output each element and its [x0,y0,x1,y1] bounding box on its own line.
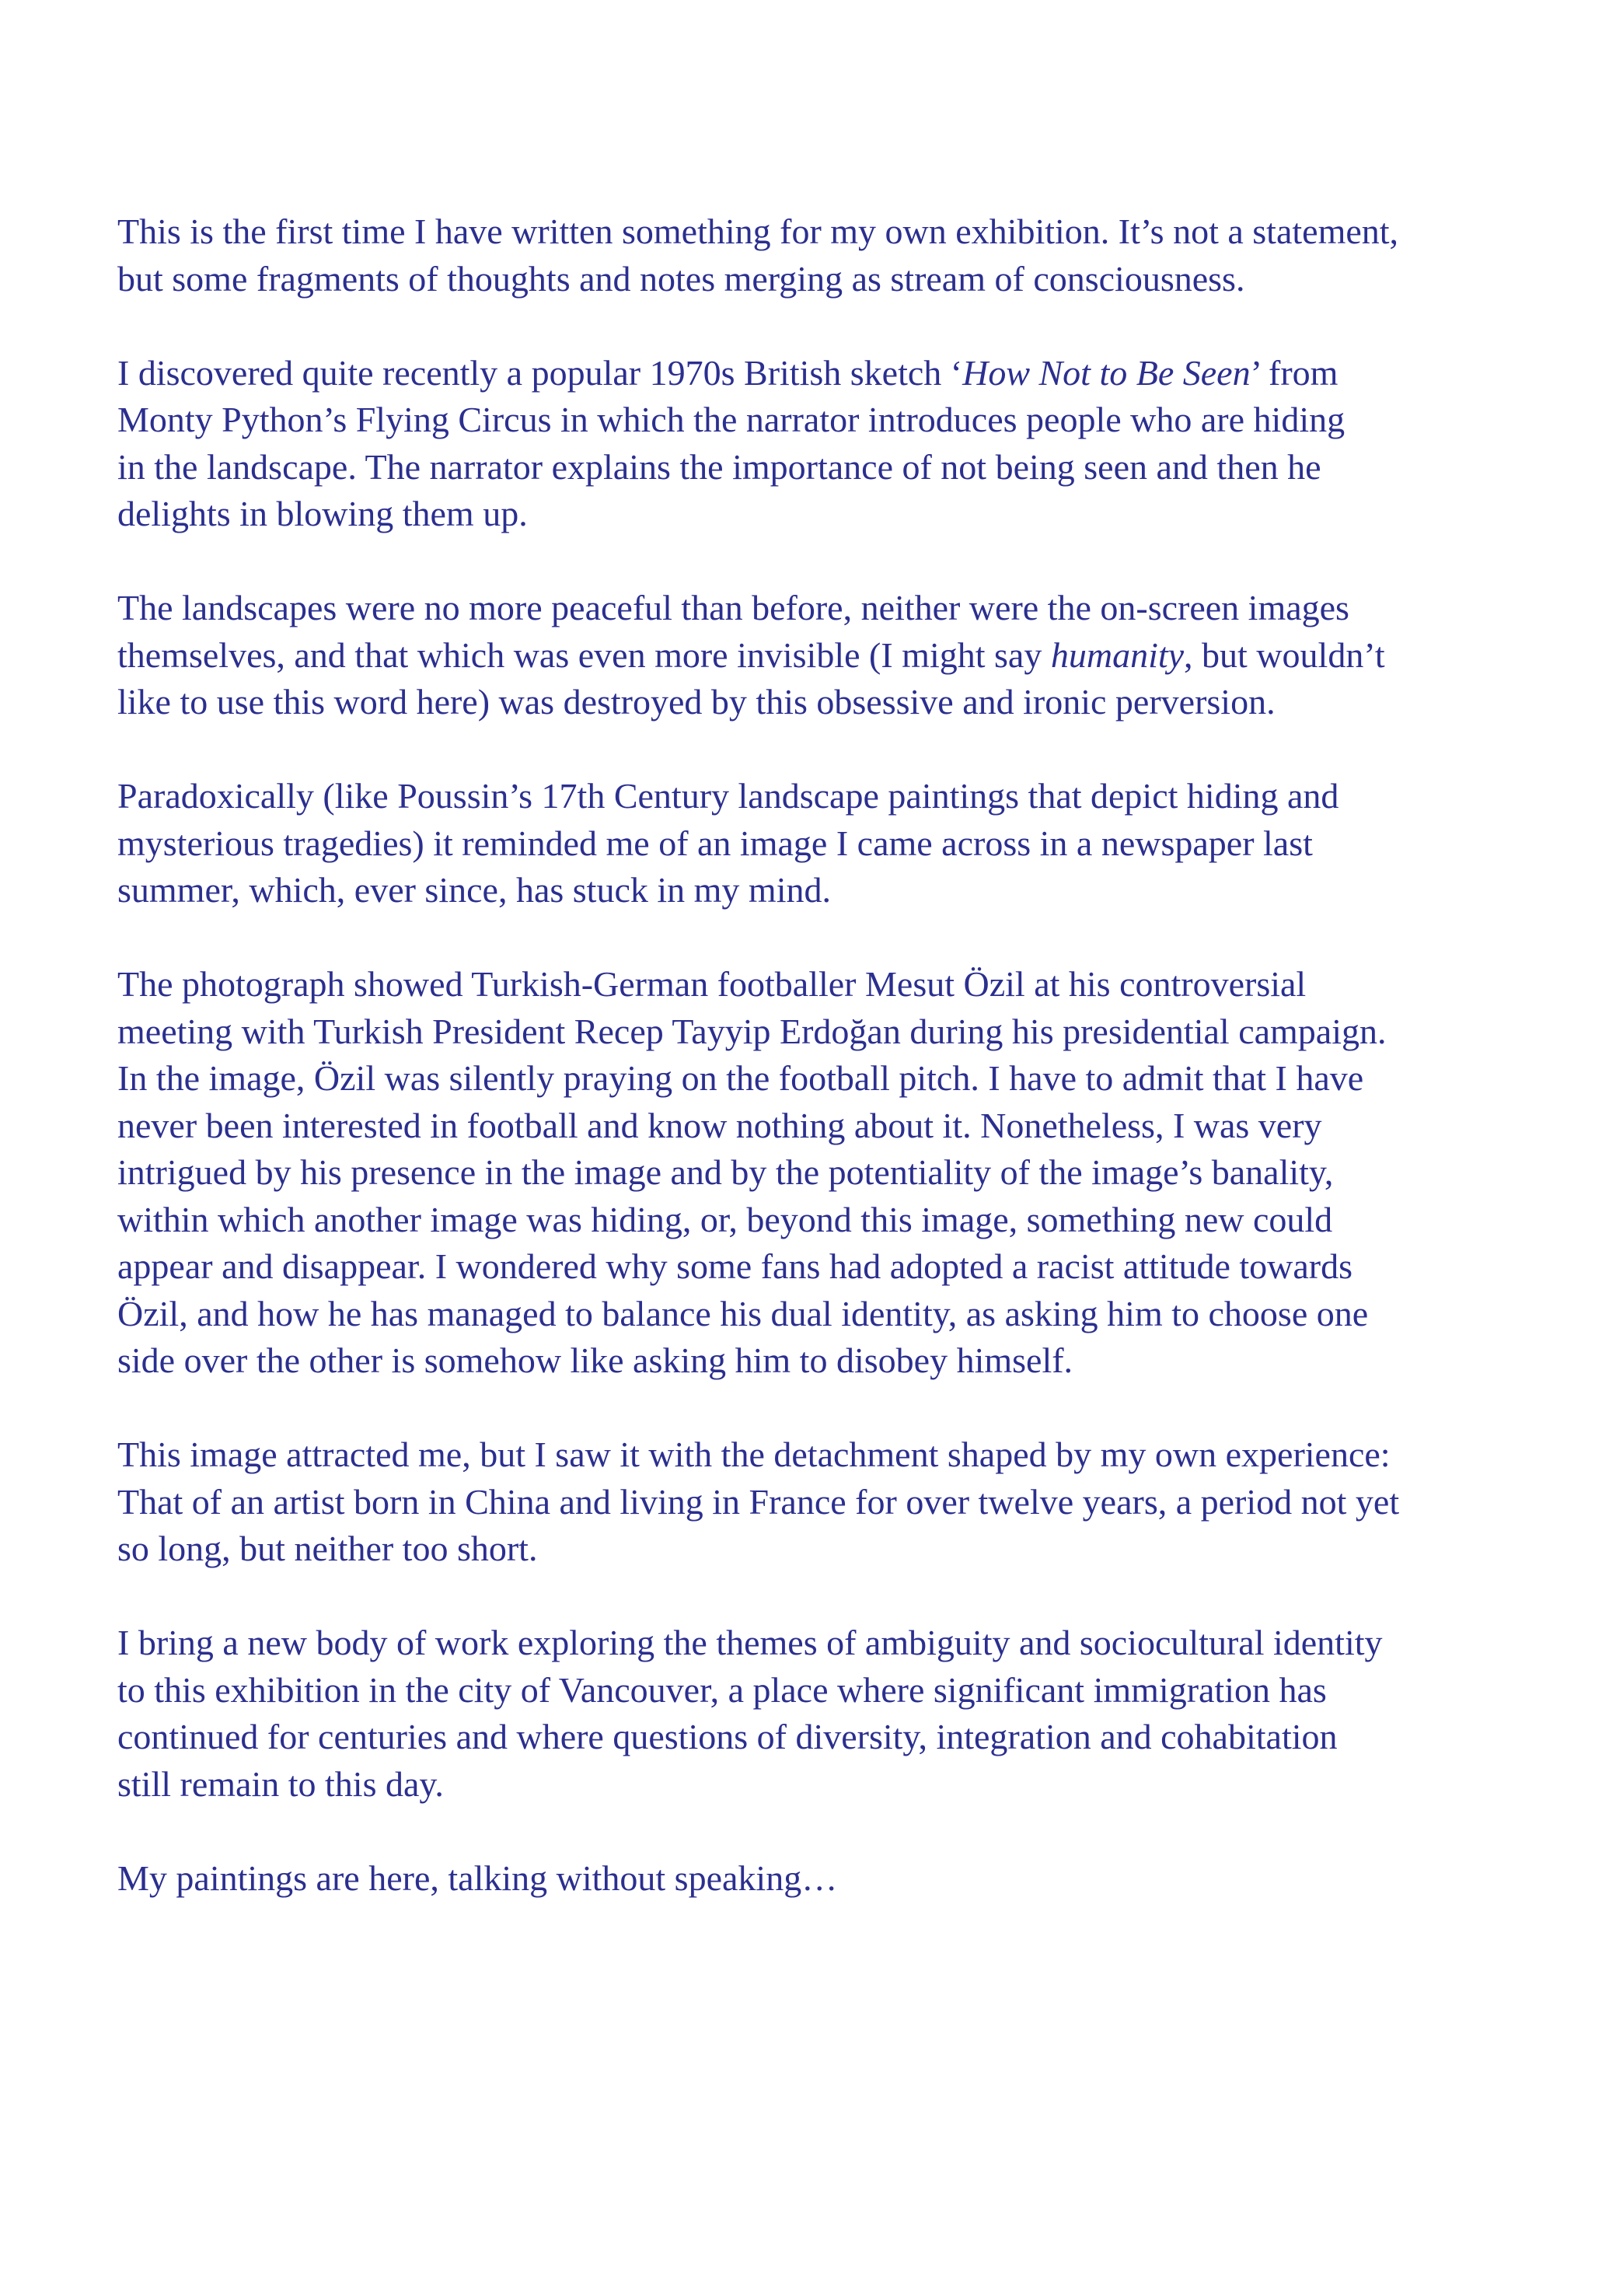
humanity-italic: humanity [1050,634,1185,675]
paragraph-8 [117,1855,1517,1903]
text-line: mysterious tragedies) it reminded me of an image I came across in a newspaper last [117,823,1313,863]
text-line: intrigued by his presence in the image and by the potentiality of the image’s banality, [117,1152,1334,1192]
text-line: but some fragments of thoughts and notes merging as stream of consciousness. [117,258,1245,299]
paragraph-3 [117,585,1517,726]
paragraph-4 [117,773,1517,914]
text-segment: I discovered quite recently a popular 1970s British sketch ‘ [117,352,963,393]
text-line: continued for centuries and where questions of diversity, integration and cohabitation [117,1717,1338,1756]
text-line: still remain to this day. [117,1763,444,1804]
text-line: That of an artist born in China and living in France for over twelve years, a period not yet [117,1481,1400,1522]
text-line: side over the other is somehow like asking him to disobey himself. [117,1340,1073,1380]
text-line: appear and disappear. I wondered why some fans had adopted a racist attitude towards [117,1246,1352,1286]
sketch-title-italic: How Not to Be Seen [962,352,1251,393]
text-line: I bring a new body of work exploring the themes of ambiguity and sociocultural identity [117,1623,1383,1662]
text-line: This is the first time I have written something for my own exhibition. It’s not a statement, [117,211,1399,251]
paragraph-2 [117,350,1517,538]
text-line: in the landscape. The narrator explains the importance of not being seen and then he [117,446,1321,487]
statement-text [117,208,1517,1949]
text-line [117,350,1517,397]
text-line: In the image, Özil was silently praying on the football pitch. I have to admit that I have [117,1058,1364,1098]
text-line: Özil, and how he has managed to balance his dual identity, as asking him to choose one [117,1293,1369,1333]
text-line: Monty Python’s Flying Circus in which the narrator introduces people who are hiding [117,400,1346,439]
paragraph-6 [117,1431,1517,1573]
text-line: to this exhibition in the city of Vancouver, a place where significant immigration has [117,1669,1327,1710]
text-line: like to use this word here) was destroyed by this obsessive and ironic perversion. [117,682,1276,722]
text-segment: themselves, and that which was even more invisible (I might say [117,634,1051,675]
text-line: delights in blowing them up. [117,494,528,533]
paragraph-7 [117,1620,1517,1808]
text-line: so long, but neither too short. [117,1529,538,1568]
text-segment: ’ from [1250,352,1339,393]
text-line: summer, which, ever since, has stuck in my mind. [117,870,831,910]
text-segment: , but wouldn’t [1184,634,1385,675]
paragraph-5 [117,961,1517,1385]
text-line: Paradoxically (like Poussin’s 17th Century landscape paintings that depict hiding and [117,776,1339,816]
text-line: The photograph showed Turkish-German footballer Mesut Özil at his controversial [117,964,1307,1004]
text-line: My paintings are here, talking without speaking… [117,1857,838,1898]
text-line [117,632,1517,680]
text-line: This image attracted me, but I saw it with the detachment shaped by my own experience: [117,1435,1391,1474]
text-line: The landscapes were no more peaceful than before, neither were the on-screen images [117,588,1349,627]
text-line: within which another image was hiding, or, beyond this image, something new could [117,1199,1333,1239]
text-line: never been interested in football and know nothing about it. Nonetheless, I was very [117,1105,1322,1145]
paragraph-1 [117,208,1517,302]
text-line: meeting with Turkish President Recep Tayyip Erdoğan during his presidential campaign. [117,1011,1387,1051]
